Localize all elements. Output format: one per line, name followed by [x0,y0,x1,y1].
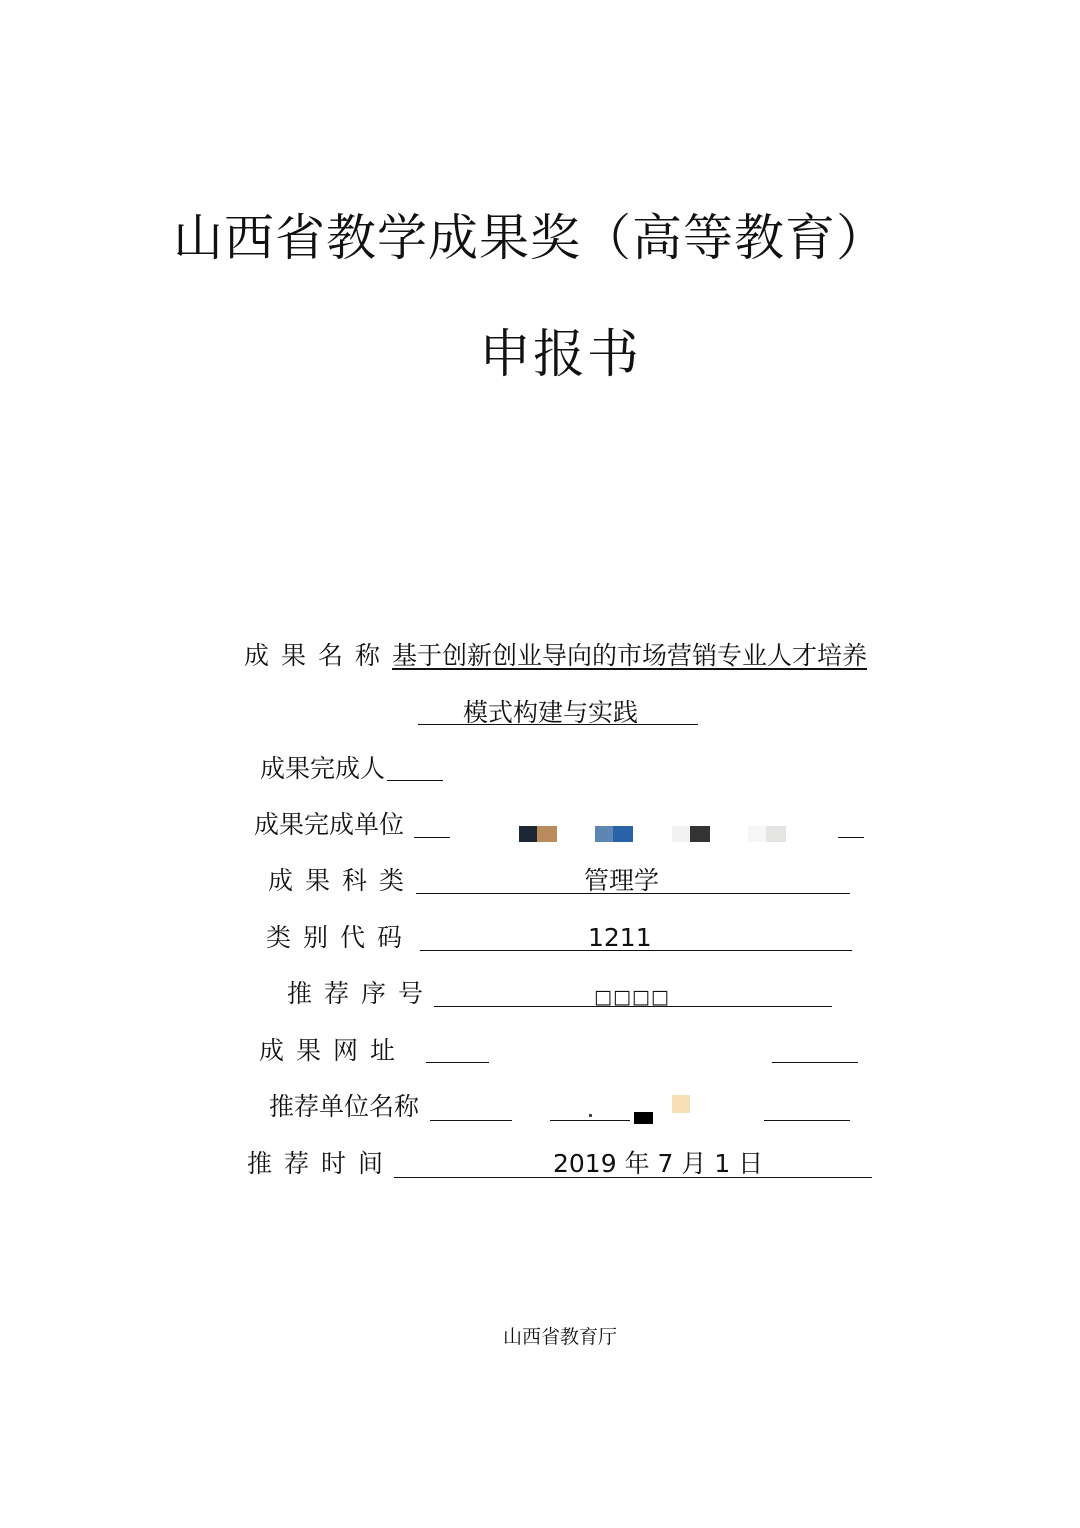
field-value-recommend-no: □□□□ [594,986,670,1008]
field-underline-website-start [426,1062,489,1063]
field-label-name: 成果名称 [244,641,393,670]
redaction-block [595,826,613,842]
field-underline-completer [387,780,443,781]
field-label-recommend-unit: 推荐单位名称 [269,1092,420,1121]
field-label-recommend-time: 推荐时间 [247,1149,396,1178]
issuer-footer: 山西省教育厅 [502,1326,617,1348]
field-underline-recommend-unit-start [430,1120,512,1121]
field-label-completer: 成果完成人 [260,754,386,783]
field-value-code: 1211 [588,923,652,952]
field-label-recommend-no: 推荐序号 [287,979,436,1008]
field-value-name-line2: 模式构建与实践 [463,698,639,727]
field-underline-recommend-unit-end [764,1120,850,1121]
redaction-block [613,826,633,842]
redaction-block [766,826,786,842]
redaction-block [748,826,766,842]
document-title: 山西省教学成果奖（高等教育） [173,209,887,267]
field-label-code: 类别代码 [266,923,415,952]
field-value-category: 管理学 [584,866,660,895]
redaction-block [589,1114,592,1117]
field-underline-unit-end [838,837,864,838]
field-value-recommend-time: 2019 年 7 月 1 日 [553,1149,764,1178]
redaction-block [672,1095,690,1113]
field-value-name-line1: 基于创新创业导向的市场营销专业人才培养 [392,641,868,670]
field-label-website: 成果网址 [259,1036,408,1065]
field-label-unit: 成果完成单位 [254,810,405,839]
redaction-block [690,826,710,842]
field-underline-unit-start [414,837,450,838]
field-underline-recommend-unit-middle [550,1120,630,1121]
redaction-block [634,1112,653,1124]
field-underline-website-end [772,1062,858,1063]
document-subtitle: 申报书 [478,325,641,385]
redaction-block [519,826,537,842]
field-label-category: 成果科类 [268,866,417,895]
redaction-block [672,826,690,842]
redaction-block [537,826,557,842]
